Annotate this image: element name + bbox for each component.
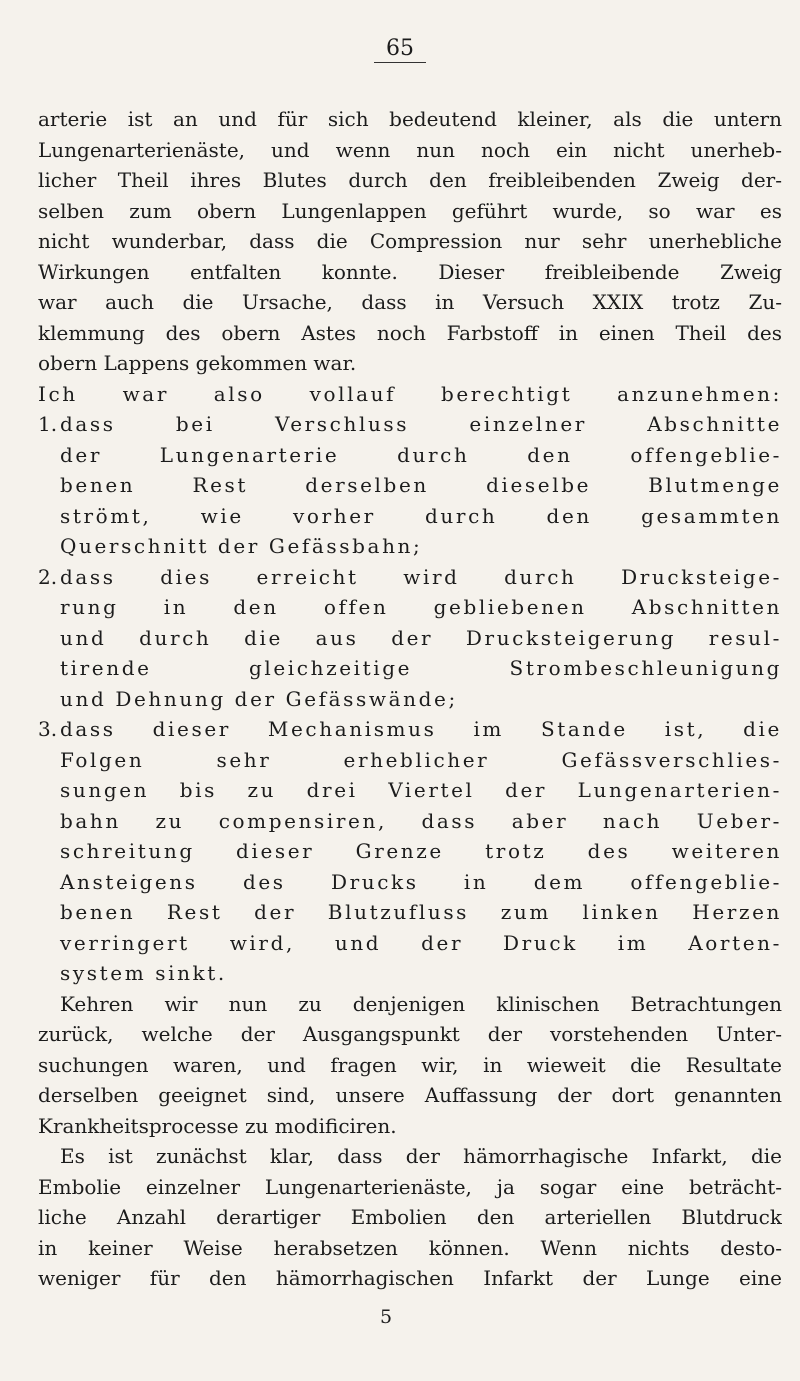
list-item <box>38 714 782 745</box>
text-line: tirende gleichzeitige Strombeschleunigung <box>60 656 782 680</box>
text-line: verringert wird, und der Druck im Aorten- <box>60 930 782 955</box>
text-line: Kehren wir nun zu denjenigen klinischen Betrachtungen <box>60 991 782 1016</box>
text-line: rung in den offen gebliebenen Abschnitten <box>60 595 782 619</box>
text-line: Krankheitsprocesse zu modificiren. <box>38 1113 397 1138</box>
text-line: benen Rest derselben dieselbe Blutmenge <box>60 473 782 497</box>
text-line: Ansteigens des Drucks in dem offengeblie- <box>60 869 782 894</box>
list-item <box>38 562 782 593</box>
text-line: system sinkt. <box>60 961 227 985</box>
paragraph-1 <box>38 104 782 379</box>
page-number: 65 <box>0 38 800 63</box>
paragraph-3 <box>38 1141 782 1294</box>
list-item-number: 2. <box>38 564 58 589</box>
text-line: nicht wunderbar, dass die Compression nur sehr unerhebliche <box>38 229 782 253</box>
text-line: Lungenarterienäste, und wenn nun noch ein nicht unerheb- <box>38 137 782 162</box>
text-line: der Lungenarterie durch den offengeblie- <box>60 442 782 467</box>
text-line: arterie ist an und für sich bedeutend kleiner, als die untern <box>38 107 782 131</box>
list-item-first-line: dass dies erreicht wird durch Drucksteige- <box>60 564 782 589</box>
text-line: selben zum obern Lungenlappen geführt wurde, so war es <box>38 198 782 223</box>
text-line: schreitung dieser Grenze trotz des weiteren <box>60 839 782 863</box>
text-line: suchungen waren, und fragen wir, in wieweit die Resultate <box>38 1052 782 1077</box>
text-line: weniger für den hämorrhagischen Infarkt der Lunge eine <box>38 1266 782 1290</box>
list-item <box>38 409 782 440</box>
list-item-number: 3. <box>38 717 58 741</box>
text-line: in keiner Weise herabsetzen können. Wenn nichts desto- <box>38 1235 782 1260</box>
text-line: strömt, wie vorher durch den gesammten <box>60 503 782 528</box>
page-text <box>38 104 782 1294</box>
text-line: klemmung des obern Astes noch Farbstoff in einen Theil des <box>38 320 782 345</box>
text-line: und durch die aus der Drucksteigerung resul- <box>60 625 782 650</box>
numbered-list <box>38 409 782 989</box>
text-line: bahn zu compensiren, dass aber nach Ueber- <box>60 808 782 833</box>
text-line: licher Theil ihres Blutes durch den freibleibenden Zweig der- <box>38 168 782 192</box>
text-line: derselben geeignet sind, unsere Auffassung der dort genannten <box>38 1083 782 1107</box>
text-line: liche Anzahl derartiger Embolien den arteriellen Blutdruck <box>38 1205 782 1229</box>
text-line: obern Lappens gekommen war. <box>38 351 357 375</box>
text-line: Folgen sehr erheblicher Gefässverschlies- <box>60 747 782 772</box>
text-line: und Dehnung der Gefässwände; <box>60 686 458 711</box>
paragraph-2 <box>38 989 782 1142</box>
text-line: benen Rest der Blutzufluss zum linken Herzen <box>60 900 782 924</box>
text-line: zurück, welche der Ausgangspunkt der vorstehenden Unter- <box>38 1022 782 1046</box>
text-line: Es ist zunächst klar, dass der hämorrhagische Infarkt, die <box>60 1144 782 1168</box>
signature-mark: 5 <box>380 1306 393 1328</box>
text-line: Embolie einzelner Lungenarterienäste, ja sogar eine beträcht- <box>38 1174 782 1199</box>
text-line: Wirkungen entfalten konnte. Dieser freibleibende Zweig <box>38 259 782 284</box>
list-item-number: 1. <box>38 412 58 436</box>
text-line: sungen bis zu drei Viertel der Lungenarterien- <box>60 778 782 802</box>
list-item-first-line: dass bei Verschluss einzelner Abschnitte <box>60 412 782 436</box>
text-line: war auch die Ursache, dass in Versuch XXIX trotz Zu- <box>38 290 782 314</box>
list-item-first-line: dass dieser Mechanismus im Stande ist, die <box>60 717 782 741</box>
spaced-intro: Ich war also vollauf berechtigt anzunehmen: <box>38 381 782 406</box>
text-line: Querschnitt der Gefässbahn; <box>60 534 423 558</box>
